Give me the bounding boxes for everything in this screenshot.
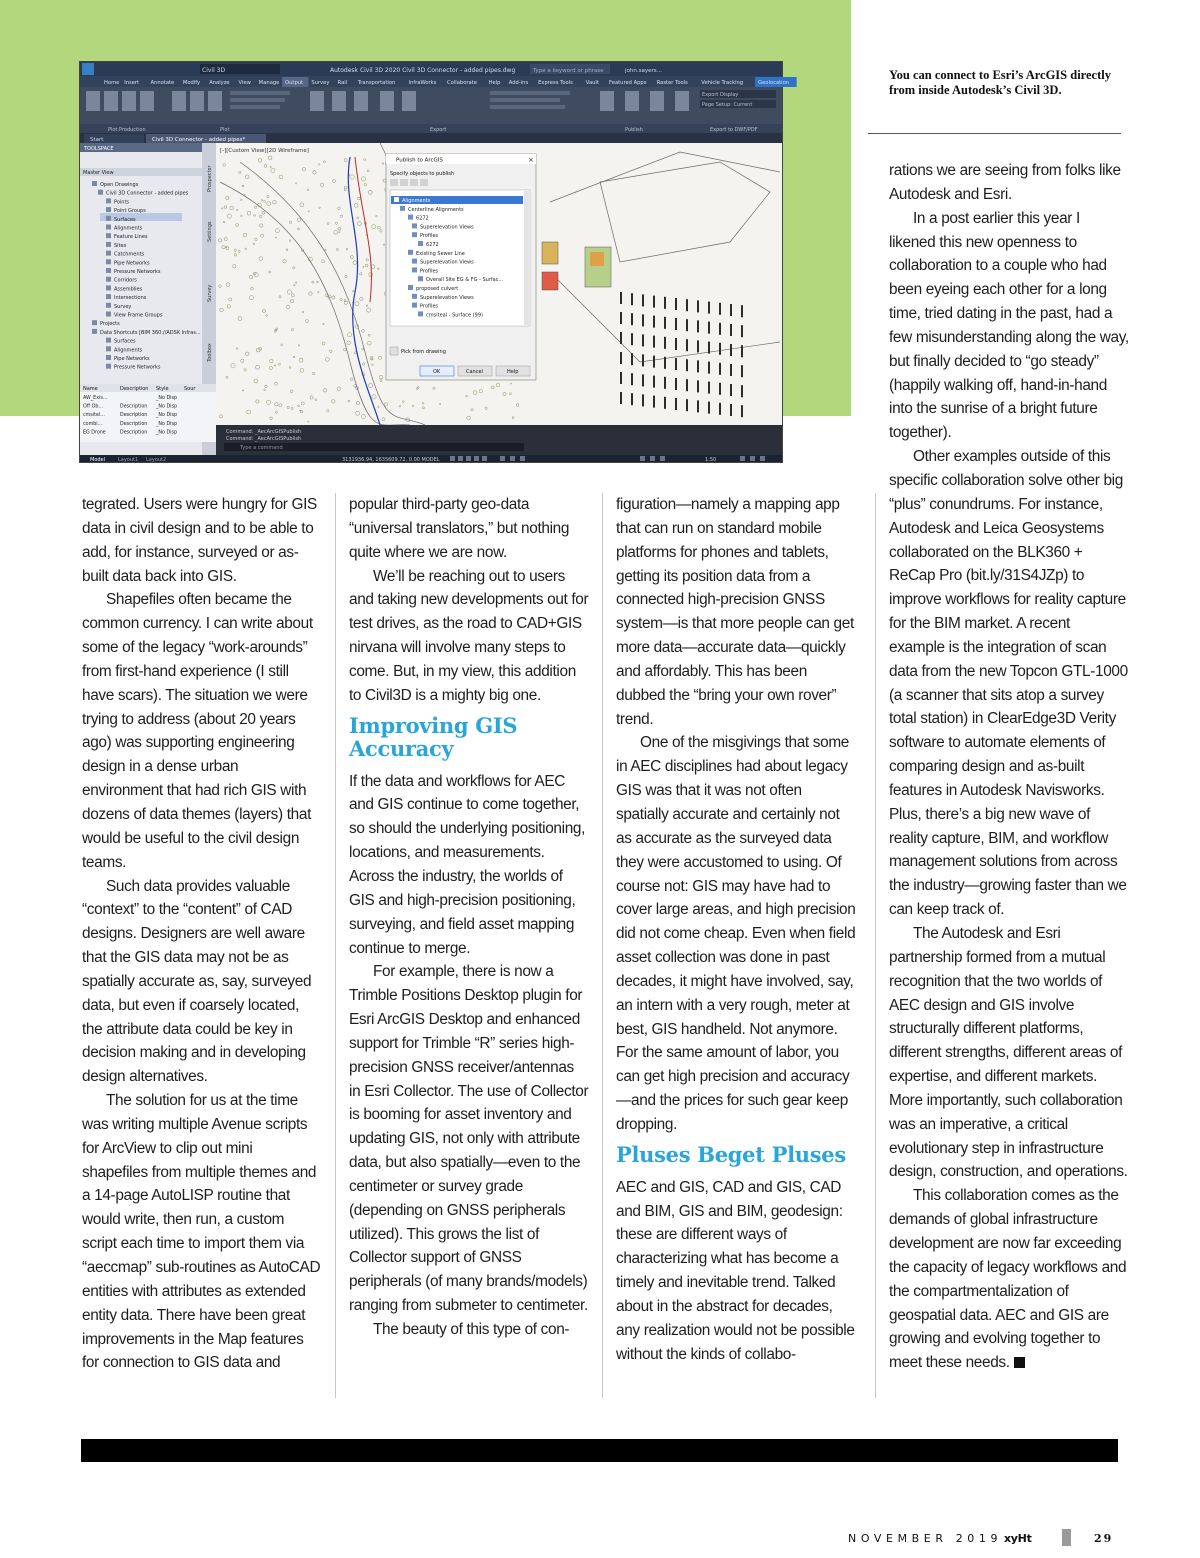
paragraph: popular third-party geo-data “universal translators,” but nothing quite where we are now. xyxy=(349,496,570,561)
tree-item[interactable]: View Frame Groups xyxy=(114,312,163,319)
caption-rule xyxy=(868,133,1121,134)
tree-item[interactable]: Points xyxy=(114,199,130,206)
issue-date: NOVEMBER 2019 xyxy=(848,1532,1003,1545)
tree-item-icon xyxy=(106,216,111,221)
publish-tree-item[interactable]: Superelevation Views xyxy=(420,259,474,266)
checkbox-icon xyxy=(412,294,417,299)
article-column-1 xyxy=(82,493,322,1375)
app-title: Autodesk Civil 3D 2020 Civil 3D Connector - added pipes.dwg xyxy=(330,67,516,74)
parking-stall xyxy=(620,332,622,344)
parking-stall xyxy=(719,363,721,375)
parking-stall xyxy=(708,362,710,374)
parking-stall xyxy=(642,394,644,406)
parking-stall xyxy=(675,318,677,330)
ribbon-tab[interactable]: Featured Apps xyxy=(609,80,647,86)
tree-item[interactable]: Intersections xyxy=(114,295,147,302)
paragraph: figuration—namely a mapping app that can run on standard mobile platforms for phones and tablets, getting its position data from a connected high-precision GNSS system—is that more people can get more data—accurate data—quickly and affordably. This has been dubbed the “bring your own rover” trend. xyxy=(616,496,854,728)
ribbon-tab[interactable]: Raster Tools xyxy=(656,80,688,86)
parking-stall xyxy=(620,312,622,324)
checkbox-icon xyxy=(418,276,423,281)
footer-separator xyxy=(1062,1529,1071,1546)
publish-tree-item[interactable]: Existing Sewer Line xyxy=(416,250,465,257)
paragraph: AEC and GIS, CAD and GIS, CAD and BIM, GIS and BIM, geodesign: these are different ways of characterizing what has become a timely and inevitable trend. Talked about in the abstract for decades, any realization would not be possible without the kinds of collabo- xyxy=(616,1178,855,1363)
table-cell: Off Ob... xyxy=(83,404,104,410)
parking-stall xyxy=(741,325,743,337)
tree-item-icon xyxy=(106,303,111,308)
tree-item-icon xyxy=(106,242,111,247)
dialog-subtitle: Specify objects to publish xyxy=(390,171,455,177)
publish-tree-item[interactable]: Superelevation Views xyxy=(420,224,474,231)
ribbon-group-label: Plot Production xyxy=(108,127,146,133)
parking-stall xyxy=(697,380,699,392)
ribbon-tab[interactable]: Vehicle Tracking xyxy=(701,80,744,86)
scale-readout[interactable]: 1:50 xyxy=(705,457,717,463)
parking-stall xyxy=(631,373,633,385)
parking-stall xyxy=(719,303,721,315)
dialog-close-icon[interactable]: × xyxy=(528,156,534,164)
checkbox-icon xyxy=(412,267,417,272)
publish-tree-item[interactable]: Alignments xyxy=(402,198,431,204)
parking-stall xyxy=(642,354,644,366)
ribbon-tab[interactable]: Modify xyxy=(182,80,201,86)
side-tab[interactable]: Settings xyxy=(207,221,213,242)
parking-stall xyxy=(653,316,655,328)
tree-item-icon xyxy=(106,294,111,299)
parking-stall xyxy=(631,333,633,345)
command-input[interactable]: Type a command xyxy=(240,445,283,451)
final-paragraph-text: This collaboration comes as the demands of global infrastructure development are now far exceeding the capacity of legacy workflows and the compartmentalization of geospatial data. AEC and GIS are growing and evolving together to meet these needs. xyxy=(889,1187,1127,1372)
parking-stall xyxy=(620,392,622,404)
side-tab[interactable]: Prospector xyxy=(207,165,213,192)
coordinate-readout: 3131936.94, 1635609.72, 0.00 MODEL xyxy=(342,457,440,463)
ribbon-tab[interactable]: Collaborate xyxy=(447,80,477,86)
pick-from-drawing-button[interactable]: Pick from drawing xyxy=(401,349,446,355)
paragraph: rations we are seeing from folks like Autodesk and Esri. xyxy=(889,162,1121,203)
parking-stall xyxy=(675,338,677,350)
ribbon-tab[interactable]: Transportation xyxy=(357,80,396,86)
paragraph: The solution for us at the time was writing multiple Avenue scripts for ArcView to clip out mini shapefiles from multiple themes and a 14-page AutoLISP routine that would write, then run, a custom script each time to import them via “aeccmap” sub-routines as AutoCAD entities with attributes as extended entity data. There have been great improvements in the Map features for connection to GIS data and xyxy=(82,1092,321,1372)
table-header: Sour xyxy=(184,386,196,392)
parking-stall xyxy=(741,405,743,417)
parking-stall xyxy=(708,342,710,354)
tree-item[interactable]: Civil 3D Connector - added pipes xyxy=(106,190,189,197)
cancel-button[interactable]: Cancel xyxy=(466,369,483,375)
magazine-name: xyHt xyxy=(1004,1532,1032,1545)
column-divider xyxy=(335,493,336,1398)
user-name[interactable]: john.sayers... xyxy=(625,68,662,74)
table-cell: _No Disp xyxy=(156,430,178,436)
command-history-1: Command: _AecArcGISPublish xyxy=(226,429,302,435)
tree-item-icon xyxy=(106,285,111,290)
parking-stall xyxy=(686,319,688,331)
parking-stall xyxy=(708,382,710,394)
parking-stall xyxy=(653,296,655,308)
ribbon-tab[interactable]: Rail xyxy=(337,80,348,86)
section-heading-improving-gis-accuracy: Improving GIS Accuracy xyxy=(349,712,518,761)
ribbon-tab[interactable]: Manage xyxy=(258,80,280,86)
parking-stall xyxy=(631,293,633,305)
tree-item[interactable]: Alignments xyxy=(114,347,143,354)
parking-stall xyxy=(675,378,677,390)
publish-tree-item[interactable]: 6272 xyxy=(426,242,439,248)
figure-caption: You can connect to Esri’s ArcGIS directly from inside Autodesk’s Civil 3D. xyxy=(889,68,1111,97)
publish-dialog xyxy=(386,154,536,380)
tree-item[interactable]: Alignments xyxy=(114,225,143,232)
parking-stall xyxy=(730,364,732,376)
parking-stall xyxy=(730,324,732,336)
table-header: Style xyxy=(156,386,169,392)
parking-stall xyxy=(730,404,732,416)
end-of-article-mark-icon xyxy=(1014,1357,1025,1368)
tree-item[interactable]: Survey xyxy=(114,303,132,310)
tree-item-icon xyxy=(92,181,97,186)
parking-stall xyxy=(631,393,633,405)
parking-stall xyxy=(642,334,644,346)
parking-stall xyxy=(730,344,732,356)
tree-item[interactable]: Data Shortcuts [BIM 360://ADSK Infras... xyxy=(100,329,201,336)
master-view-select[interactable]: Master View xyxy=(83,170,114,176)
article-column-4 xyxy=(889,159,1129,1375)
table-cell: combi... xyxy=(83,421,103,427)
tree-item-icon xyxy=(106,225,111,230)
export-display-select[interactable]: Export Display xyxy=(702,92,739,98)
parking-stall xyxy=(620,352,622,364)
tree-item-icon xyxy=(106,355,111,360)
civil3d-screenshot xyxy=(80,62,790,463)
dialog-title: Publish to ArcGIS xyxy=(396,157,443,164)
parking-stall xyxy=(697,340,699,352)
paragraph: If the data and workflows for AEC and GIS continue to come together, so should the underlying positioning, locations, and measurements. Across the industry, the worlds of GIS and high-precision positioning, surveying, and field asset mapping continue to merge. xyxy=(349,772,586,957)
parking-stall xyxy=(686,379,688,391)
checkbox-icon xyxy=(412,223,417,228)
paragraph: Such data provides valuable “context” to the “content” of CAD designs. Designers are well aware that the GIS data may not be as spatially accurate as, say, surveyed data, but even if coarsely located, the attribute data could be key in decision making and in developing design alternatives. xyxy=(82,877,312,1086)
search-box[interactable]: Type a keyword or phrase xyxy=(533,68,604,74)
parking-stall xyxy=(697,300,699,312)
parking-stall xyxy=(730,304,732,316)
table-cell: _No Disp xyxy=(156,396,178,401)
parking-stall xyxy=(719,323,721,335)
side-tab[interactable]: Survey xyxy=(207,284,213,302)
parking-stall xyxy=(719,403,721,415)
footer-bar xyxy=(81,1439,1118,1462)
checkbox-icon xyxy=(418,311,423,316)
parking-stall xyxy=(620,372,622,384)
ribbon-tab[interactable]: Home xyxy=(104,80,120,86)
tree-item[interactable]: Pressure Networks xyxy=(114,269,161,275)
table-cell: _No Disp xyxy=(156,421,178,427)
page-setup-select[interactable]: Page Setup: Current xyxy=(702,102,753,108)
parking-stall xyxy=(664,357,666,369)
tree-item[interactable]: Point Groups xyxy=(114,208,146,215)
checkbox-icon xyxy=(418,241,423,246)
side-tab[interactable]: Toolbox xyxy=(207,343,213,362)
tree-item-icon xyxy=(106,259,111,264)
workspace-select[interactable]: Civil 3D xyxy=(202,67,226,74)
tree-item-icon xyxy=(106,268,111,273)
parking-stall xyxy=(675,398,677,410)
ribbon-tab[interactable]: Help xyxy=(488,80,501,86)
parking-stall xyxy=(741,385,743,397)
tree-item-icon xyxy=(106,338,111,343)
parking-stall xyxy=(631,313,633,325)
model-tab[interactable]: Model xyxy=(90,457,106,463)
tree-item-icon xyxy=(106,346,111,351)
parking-stall xyxy=(741,345,743,357)
tree-item-icon xyxy=(98,190,103,195)
section-heading-pluses-beget-pluses: Pluses Beget Pluses xyxy=(616,1141,846,1167)
ribbon-tab[interactable]: Analyze xyxy=(209,80,230,86)
article-column-2 xyxy=(349,493,589,1342)
column-divider xyxy=(602,493,603,1398)
layout1-tab[interactable]: Layout1 xyxy=(118,457,139,463)
drawing-tab[interactable]: Civil 3D Connector - added pipes* xyxy=(152,137,246,143)
table-cell: EG Drone xyxy=(83,430,106,436)
parking-stall xyxy=(708,402,710,414)
checkbox-icon xyxy=(412,232,417,237)
ribbon-tab[interactable]: InfraWorks xyxy=(408,80,437,86)
paragraph: Shapefiles often became the common currency. I can write about some of the legacy “work-arounds” from first-hand experience (I still have scars). The situation we were trying to address (about 20 years ago) was supporting engineering design in a dense urban environment that had rich GIS with dozens of data themes (layers) that would be useful to the civil design teams. xyxy=(82,591,313,871)
publish-tree-item[interactable]: Centerline Alignments xyxy=(408,206,464,213)
ribbon-tab[interactable]: Express Tools xyxy=(538,80,573,86)
parking-stall xyxy=(741,365,743,377)
parking-stall xyxy=(653,376,655,388)
table-cell: Description xyxy=(120,413,148,419)
parking-stall xyxy=(642,314,644,326)
tree-item-icon xyxy=(106,364,111,369)
parking-stall xyxy=(741,305,743,317)
parking-stall xyxy=(686,299,688,311)
tree-item[interactable]: Surfaces xyxy=(114,338,136,345)
ribbon-tab[interactable]: Add-ins xyxy=(508,80,529,86)
table-cell: _No Disp xyxy=(156,413,178,419)
start-tab[interactable]: Start xyxy=(90,137,104,143)
tree-item-icon xyxy=(106,312,111,317)
checkbox-icon xyxy=(408,250,413,255)
parking-stall xyxy=(653,356,655,368)
publish-tree-item[interactable]: 6272 xyxy=(416,215,429,222)
checkbox-icon xyxy=(412,303,417,308)
tree-item[interactable]: Pipe Networks xyxy=(114,260,150,267)
table-cell: Description xyxy=(120,404,148,410)
tree-item[interactable]: Catchments xyxy=(114,251,145,258)
table-cell: AW_Exis... xyxy=(83,396,108,401)
tree-item-icon xyxy=(92,320,97,325)
table-cell: Description xyxy=(120,430,148,436)
parking-stall xyxy=(686,339,688,351)
tree-item-icon xyxy=(106,198,111,203)
tree-item[interactable]: Corridors xyxy=(114,277,137,284)
ribbon-tab[interactable]: Survey xyxy=(311,80,330,86)
parking-stall xyxy=(642,294,644,306)
column-divider xyxy=(875,493,876,1398)
checkbox-icon xyxy=(394,197,399,202)
table-cell: _No Disp xyxy=(156,404,178,410)
parking-stall xyxy=(664,397,666,409)
tree-item[interactable]: Pipe Networks xyxy=(114,356,150,362)
ok-button[interactable]: OK xyxy=(433,369,441,375)
publish-tree-item[interactable]: proposed culvert xyxy=(416,286,459,292)
parking-stall xyxy=(697,320,699,332)
paragraph: tegrated. Users were hungry for GIS data in civil design and to be able to add, for instance, surveyed or as-built data back into GIS. xyxy=(82,496,317,585)
tree-item-icon xyxy=(106,277,111,282)
tree-item-icon xyxy=(106,251,111,256)
parking-stall xyxy=(708,322,710,334)
tree-item[interactable]: Assemblies xyxy=(114,286,143,293)
publish-tree-item[interactable]: Profiles xyxy=(420,268,439,275)
ribbon-group-label: Export to DWF/PDF xyxy=(710,127,758,133)
parking-stall xyxy=(664,337,666,349)
paragraph-final xyxy=(889,1184,1129,1375)
publish-tree-item[interactable]: Profiles xyxy=(420,303,439,310)
parking-stall xyxy=(719,383,721,395)
paragraph: The Autodesk and Esri partnership formed from a mutual recognition that the two worlds of AEC design and GIS involve structurally different platforms, different strengths, different areas of expertise, and different markets. More importantly, such collaboration was an imperative, a critical evolutionary step in infrastructure design, construction, and operations. xyxy=(889,925,1128,1181)
parking-stall xyxy=(719,343,721,355)
parking-stall xyxy=(686,359,688,371)
ribbon-group-label: Publish xyxy=(625,127,643,133)
paragraph: The beauty of this type of con- xyxy=(373,1321,570,1338)
publish-tree-item[interactable]: Superelevation Views xyxy=(420,294,474,301)
parking-stall xyxy=(653,396,655,408)
parking-stall xyxy=(697,360,699,372)
ribbon-tab[interactable]: Insert xyxy=(124,80,140,86)
publish-tree-item[interactable]: cmsiteal - Surface (99) xyxy=(426,312,483,319)
tree-item-icon xyxy=(92,329,97,334)
toolspace-title: TOOLSPACE xyxy=(84,146,114,152)
paragraph: For example, there is now a Trimble Positions Desktop plugin for Esri ArcGIS Desktop and enhanced support for Trimble “R” series high-precision GNSS receiver/antennas in Esri Collector. The use of Collector is booming for asset inventory and updating GIS, not only with attribute data, but also spatially—even to the centimeter or survey grade (depending on GNSS peripherals utilized). This grows the list of Collector support of GNSS peripherals (of many brands/models) ranging from submeter to centimeter. xyxy=(349,963,589,1315)
ribbon-tab[interactable]: Output xyxy=(285,80,304,86)
paragraph: We’ll be reaching out to users and taking new developments out for test drives, as the road to CAD+GIS nirvana will involve many steps to come. But, in my view, this addition to Civil3D is a mighty big one. xyxy=(349,567,589,704)
tree-item-icon xyxy=(106,233,111,238)
table-header: Name xyxy=(83,386,98,392)
parking-stall xyxy=(664,297,666,309)
parking-stall xyxy=(642,374,644,386)
paragraph: In a post earlier this year I likened this new openness to collaboration to a couple who had been eyeing each other for a long time, tried dating in the past, had a few misunderstanding along the way, but finally decided to “go steady” (happily walking off, hand-in-hand into the sunrise of a bright future together). xyxy=(889,209,1129,442)
tree-item[interactable]: Open Drawings xyxy=(100,182,139,188)
parking-stall xyxy=(664,377,666,389)
help-button[interactable]: Help xyxy=(507,369,519,375)
ribbon-group-label: Export xyxy=(430,127,447,133)
parking-stall xyxy=(664,317,666,329)
parking-stall xyxy=(686,399,688,411)
tree-item[interactable]: Sites xyxy=(114,242,127,249)
ribbon-tab[interactable]: View xyxy=(238,80,251,86)
page-number: 29 xyxy=(1094,1532,1114,1545)
layout2-tab[interactable]: Layout2 xyxy=(146,457,167,463)
checkbox-icon xyxy=(412,259,417,264)
parking-stall xyxy=(631,353,633,365)
checkbox-icon xyxy=(400,206,405,211)
viewport-label[interactable]: [-][Custom View][2D Wireframe] xyxy=(220,148,309,154)
checkbox-icon xyxy=(408,285,413,290)
ribbon-tab[interactable]: Geolocation xyxy=(758,80,790,86)
publish-tree-item[interactable]: Overall Site EG & FG - Surfac... xyxy=(426,277,504,284)
command-history-2: Command: _AecArcGISPublish xyxy=(226,436,302,442)
parking-stall xyxy=(653,336,655,348)
tree-item[interactable]: Surfaces xyxy=(114,216,136,223)
table-cell: cmsitel... xyxy=(83,413,105,419)
table-cell: Description xyxy=(120,421,148,427)
paragraph: One of the misgivings that some in AEC disciplines had about legacy GIS was that it was not often spatially accurate and certainly not as accurate as the surveyed data they were accustomed to using. Of course not: GIS may have had to cover large areas, and high precision did not come cheap. Even when field asset collection was done in past decades, it might have involved, say, an intern with a very rough, meter at best, GIS handheld. Not anymore. For the same amount of labor, you can get high precision and accuracy—and the prices for such gear keep dropping. xyxy=(616,734,856,1133)
tree-item[interactable]: Projects xyxy=(100,321,120,328)
tree-item-icon xyxy=(106,207,111,212)
parking-stall xyxy=(708,302,710,314)
tree-item[interactable]: Feature Lines xyxy=(114,234,148,241)
article-column-3 xyxy=(616,493,856,1367)
paragraph: Other examples outside of this specific collaboration solve other big “plus” conundrums. For instance, Autodesk and Leica Geosystems collaborated on the BLK360 + ReCap Pro (bit.ly/31S4JZp) to improve workflows for reality capture for the BIM market. A recent example is the integration of scan data from the new Topcon GTL-1000 (a scanner that sits atop a survey total station) in ClearEdge3D Verity software to automate elements of comparing design and as-built features in Autodesk Navisworks. Plus, there’s a big new wave of reality capture, BIM, and workflow management solutions from across the industry—growing faster than we can keep track of. xyxy=(889,448,1128,919)
publish-tree-item[interactable]: Profiles xyxy=(420,233,439,240)
ribbon-tab[interactable]: Vault xyxy=(585,80,599,86)
checkbox-icon xyxy=(408,215,413,220)
parking-stall xyxy=(675,298,677,310)
ribbon-group-label: Plot xyxy=(220,127,230,133)
parking-stall xyxy=(730,384,732,396)
parking-stall xyxy=(697,400,699,412)
table-header: Description xyxy=(120,386,149,392)
parking-stall xyxy=(620,292,622,304)
parking-stall xyxy=(675,358,677,370)
tree-item[interactable]: Pressure Networks xyxy=(114,364,161,371)
ribbon-tab[interactable]: Annotate xyxy=(150,80,175,86)
